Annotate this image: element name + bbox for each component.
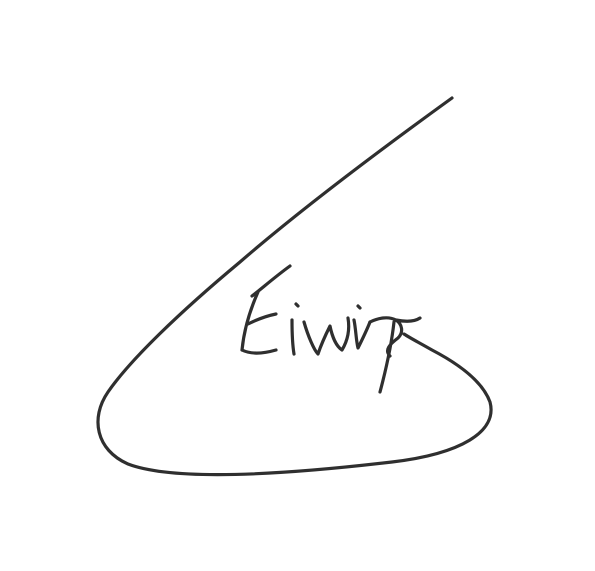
signature-loop-stroke	[98, 98, 491, 475]
signature-letter-tail	[370, 318, 420, 392]
signature-dots	[296, 304, 360, 308]
signature-letter-e	[242, 266, 290, 353]
signature-letters-middle	[292, 318, 370, 354]
